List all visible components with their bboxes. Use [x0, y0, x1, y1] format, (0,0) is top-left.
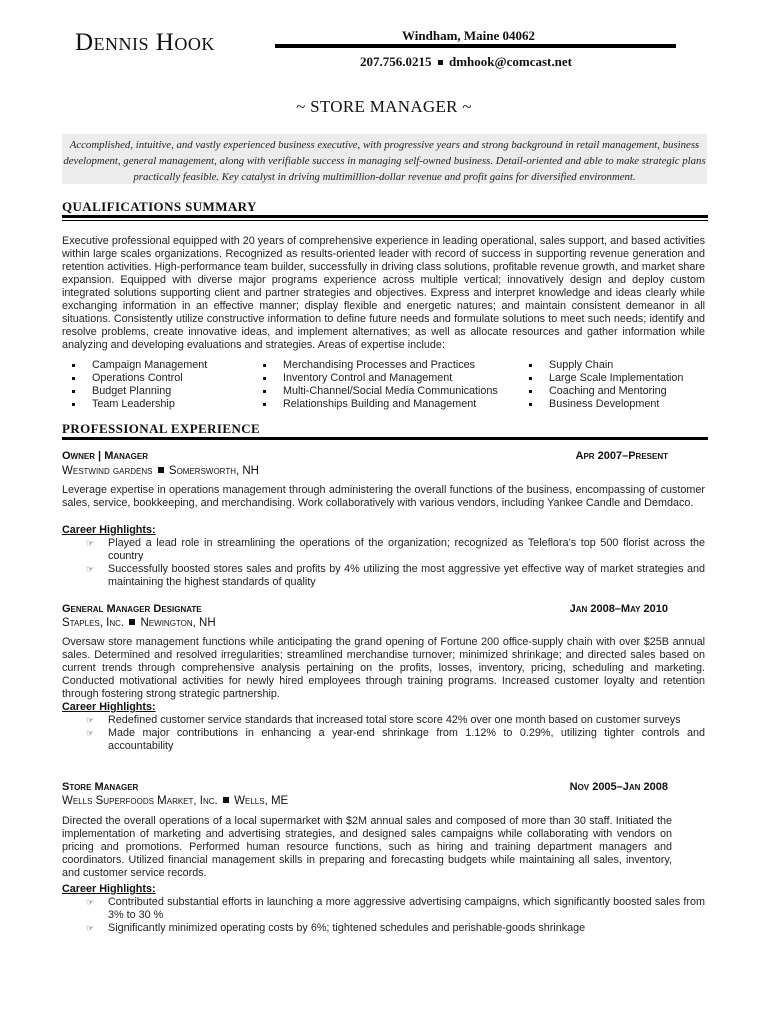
skills-column-3 [529, 359, 683, 411]
list-item: ☞ Successfully boosted stores sales and profits by 4% utilizing the most aggressive yet effective way of market strategies and maintaining the highest standards of quality [86, 563, 705, 588]
list-item: Multi-Channel/Social Media Communications [263, 385, 498, 398]
list-item: Large Scale Implementation [529, 372, 683, 385]
summary-box: Accomplished, intuitive, and vastly experienced business executive, with progressive years and strong background in retail management, business development, general management, along with verifiable success in managing self-owned business. Detail-oriented and able to make strategic plans practically feasible. Key catalyst in driving multimillion-dollar revenue and profit gains for diversified environment. [62, 134, 707, 184]
career-highlights-label: Career Highlights: [62, 883, 156, 895]
header-rule [275, 44, 676, 48]
bullet-icon [529, 377, 532, 380]
skills-column-1 [72, 359, 207, 411]
bullet-icon [72, 403, 75, 406]
pointing-hand-icon: ☞ [86, 728, 95, 738]
career-highlights-list [86, 896, 705, 935]
job-company: Staples, Inc. Newington, NH [62, 617, 216, 629]
separator-square-icon [223, 797, 229, 803]
contact-line [360, 54, 572, 70]
separator-square-icon [438, 60, 443, 65]
list-item: Relationships Building and Management [263, 398, 498, 411]
bullet-icon [72, 364, 75, 367]
section-rule-thick [62, 215, 708, 218]
bullet-icon [263, 364, 266, 367]
separator-square-icon [158, 467, 164, 473]
separator-square-icon [129, 619, 135, 625]
contact-email[interactable]: dmhook@comcast.net [449, 54, 572, 69]
job-dates: Nov 2005–Jan 2008 [569, 781, 668, 793]
list-item: ☞ Redefined customer service standards that increased total store score 42% over one month based on customer surveys [86, 714, 681, 726]
pointing-hand-icon: ☞ [86, 564, 95, 574]
job-company: Wells Superfoods Market, Inc. Wells, ME [62, 795, 289, 807]
bullet-icon [72, 390, 75, 393]
contact-phone: 207.756.0215 [360, 54, 432, 69]
list-item: ☞ Made major contributions in enhancing a year-end shrinkage from 1.12% to 0.29%, utilizing tighter controls and accountability [86, 727, 705, 752]
list-item: Business Development [529, 398, 683, 411]
career-highlights-label: Career Highlights: [62, 524, 156, 536]
bullet-icon [263, 377, 266, 380]
qualifications-paragraph: Executive professional equipped with 20 years of comprehensive experience in leading operational, sales support, and based activities within large scales organizations. Recognized as results-oriented leader with record of success in supporting revenue generation and retention activities. High-performance team builder, successfully in driving class solutions, profitable revenue growth, and market share expansion. Equipped with diverse major programs experience across multiple vertical; innovatively design and deploy custom integrated solutions supporting client and partner strategies and objectives. Express and interpret knowledge and ideas clearly while exchanging information in an effective manner; display flexible and energetic natures; and maintain consistent demeanor in all situations. Consistently utilize constructive information to define future needs and formulate solutions to meet such needs; identify and resolve problems, create innovative ideas, and implement alternatives; as well as allocate resources and gather information while analyzing and developing evaluations and strategies. Areas of expertise include: [62, 235, 705, 351]
career-highlights-list [86, 714, 705, 753]
pointing-hand-icon: ☞ [86, 923, 95, 933]
list-item: Operations Control [72, 372, 207, 385]
job-description: Leverage expertise in operations management through administering the overall functions of the business, encompassing of customer sales, service, bookkeeping, and merchandising. Work collaboratively with various vendors, including Yankee Candle and Demdaco. [62, 484, 705, 509]
job-dates: Jan 2008–May 2010 [569, 603, 668, 615]
section-rule-thin [62, 220, 708, 221]
list-item: ☞ Contributed substantial efforts in launching a more aggressive advertising campaigns, which significantly boosted sales from 3% to 30 % [86, 896, 705, 921]
job-title: General Manager Designate [62, 603, 202, 615]
list-item: Merchandising Processes and Practices [263, 359, 498, 372]
pointing-hand-icon: ☞ [86, 538, 95, 548]
experience-title: PROFESSIONAL EXPERIENCE [62, 421, 261, 436]
bullet-icon [263, 403, 266, 406]
bullet-icon [529, 364, 532, 367]
bullet-icon [72, 377, 75, 380]
list-item: Campaign Management [72, 359, 207, 372]
section-rule-thick [62, 437, 708, 440]
list-item: Budget Planning [72, 385, 207, 398]
contact-address: Windham, Maine 04062 [402, 28, 536, 43]
job-title: Owner | Manager [62, 450, 149, 462]
list-item: Supply Chain [529, 359, 683, 372]
pointing-hand-icon: ☞ [86, 897, 95, 907]
job-title: Store Manager [62, 781, 139, 793]
job-description: Oversaw store management functions while anticipating the grand opening of Fortune 200 office-supply chain with over $25B annual sales. Determined and resolved irregularities; streamlined merchandise turnover; minimized shrinkage; and directed sales based on current trends through comprehensive analysis pertaining on the profits, losses, inventory, pricing, scheduling and marketing. Conducted motivational activities for newly hired employees through training programs. Increased customer loyalty and retention through fostering strong strategic partnership. [62, 636, 705, 700]
job-dates: Apr 2007–Present [575, 450, 668, 462]
list-item: Inventory Control and Management [263, 372, 498, 385]
bullet-icon [529, 390, 532, 393]
list-item: ☞ Played a lead role in streamlining the operations of the organization; recognized as Teleflora's top 500 florist across the country [86, 537, 705, 562]
pointing-hand-icon: ☞ [86, 715, 95, 725]
qualifications-title: QUALIFICATIONS SUMMARY [62, 199, 257, 214]
candidate-name: Dennis Hook [75, 29, 215, 56]
list-item: ☞ Significantly minimized operating costs by 6%; tightened schedules and perishable-goods shrinkage [86, 922, 586, 934]
skills-column-2 [263, 359, 498, 411]
list-item: Coaching and Mentoring [529, 385, 683, 398]
list-item: Team Leadership [72, 398, 207, 411]
career-highlights-label: Career Highlights: [62, 701, 156, 713]
bullet-icon [263, 390, 266, 393]
job-description: Directed the overall operations of a local supermarket with $2M annual sales and composed of more than 30 staff. Initiated the implementation of marketing and advertising strategies, and designed sales campaigns while collaborating with vendors on pricing and promotions. Performed human resource functions, such as hiring and training department managers and coordinators. Utilized financial management skills in preparing and forecasting budgets while maintaining all sales, inventory, and customer service records. [62, 815, 672, 879]
career-highlights-list [86, 537, 705, 589]
headline: ~ STORE MANAGER ~ [296, 97, 472, 116]
job-company: Westwind gardens Somersworth, NH [62, 465, 259, 477]
bullet-icon [529, 403, 532, 406]
